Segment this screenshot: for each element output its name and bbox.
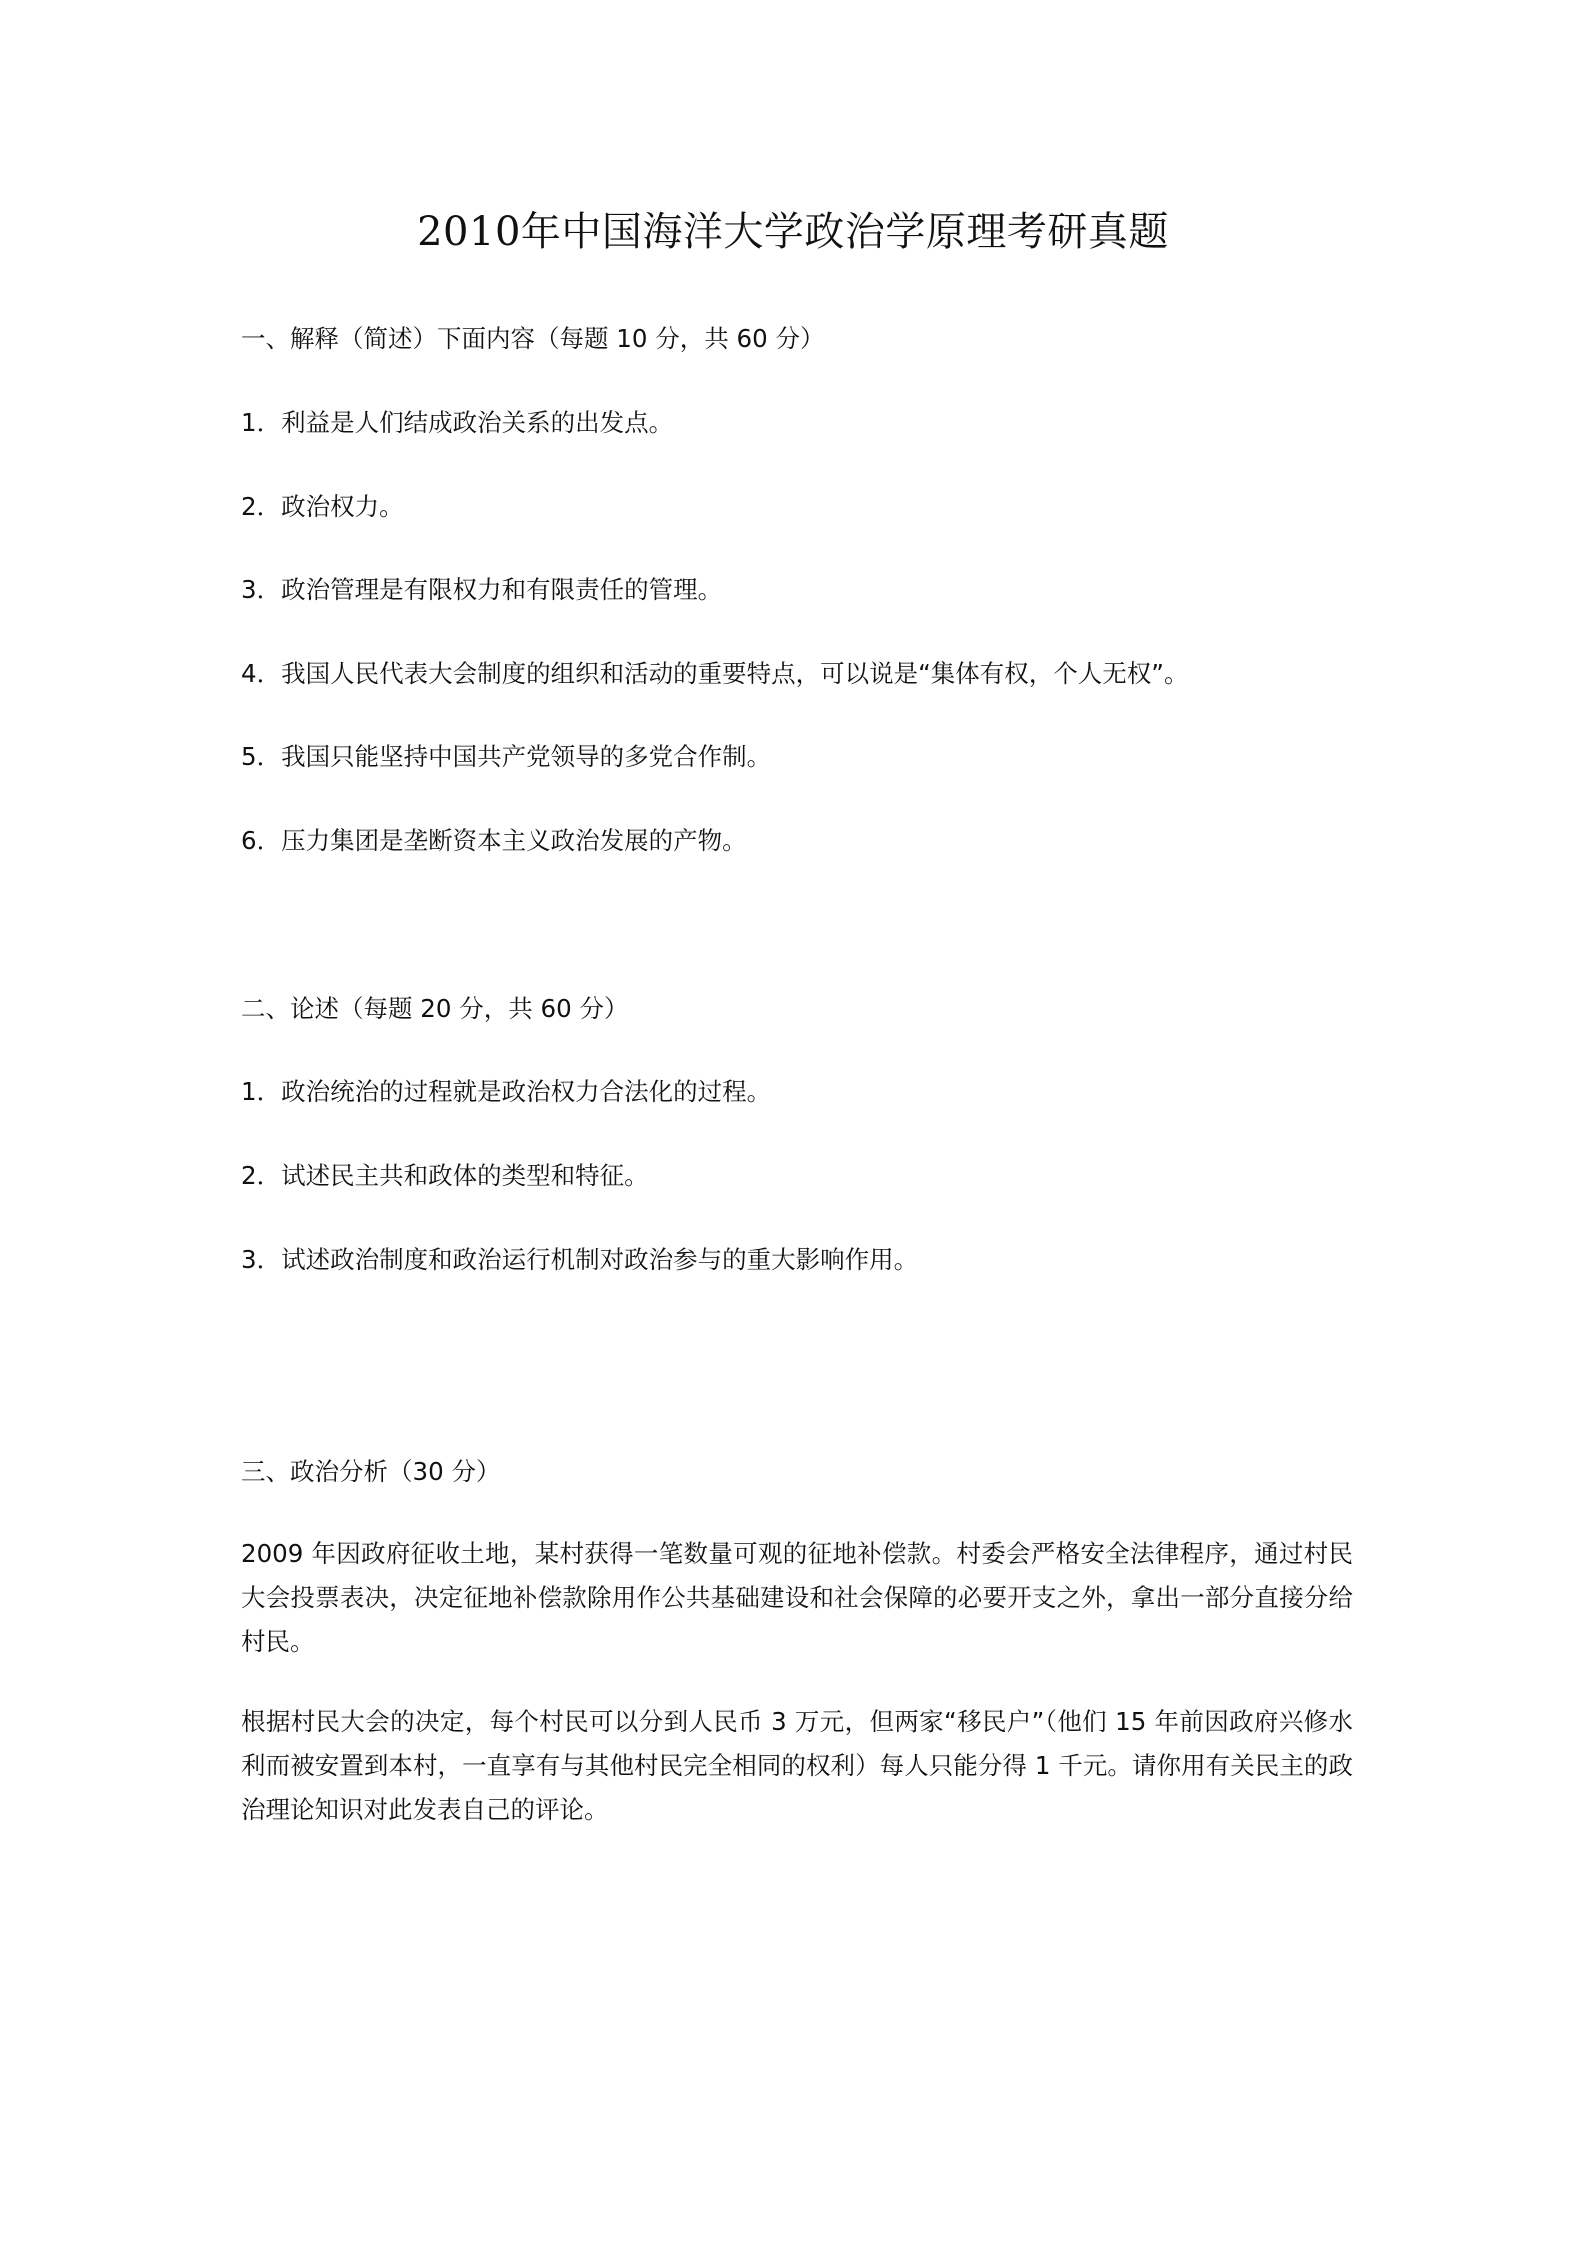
question-item: 2．试述民主共和政体的类型和特征。 <box>241 1161 649 1190</box>
question-item: 2．政治权力。 <box>241 492 404 521</box>
section-heading-3: 三、政治分析（30 分） <box>241 1457 501 1486</box>
analysis-paragraph: 根据村民大会的决定，每个村民可以分到人民币 3 万元，但两家“移民户”（他们 15 年前因政府兴修水利而被安置到本村，一直享有与其他村民完全相同的权利）每人只能分得 1 千元。请你用有关民主的政治理论知识对此发表自己的评论。 <box>241 1707 1353 1824</box>
section-heading-1: 一、解释（简述）下面内容（每题 10 分，共 60 分） <box>241 324 825 353</box>
question-item: 3．试述政治制度和政治运行机制对政治参与的重大影响作用。 <box>241 1245 919 1274</box>
analysis-paragraph: 2009 年因政府征收土地，某村获得一笔数量可观的征地补偿款。村委会严格安全法律程序，通过村民大会投票表决，决定征地补偿款除用作公共基础建设和社会保障的必要开支之外，拿出一部分直接分给村民。 <box>241 1539 1353 1656</box>
question-item: 1．政治统治的过程就是政治权力合法化的过程。 <box>241 1077 772 1106</box>
question-item: 4．我国人民代表大会制度的组织和活动的重要特点，可以说是“集体有权，个人无权”。 <box>241 659 1189 688</box>
question-item: 3．政治管理是有限权力和有限责任的管理。 <box>241 575 723 604</box>
question-item: 5．我国只能坚持中国共产党领导的多党合作制。 <box>241 742 772 771</box>
document-title: 2010年中国海洋大学政治学原理考研真题 <box>417 209 1169 255</box>
question-item: 6．压力集团是垄断资本主义政治发展的产物。 <box>241 826 747 855</box>
question-item: 1．利益是人们结成政治关系的出发点。 <box>241 408 674 437</box>
section-heading-2: 二、论述（每题 20 分，共 60 分） <box>241 994 629 1023</box>
